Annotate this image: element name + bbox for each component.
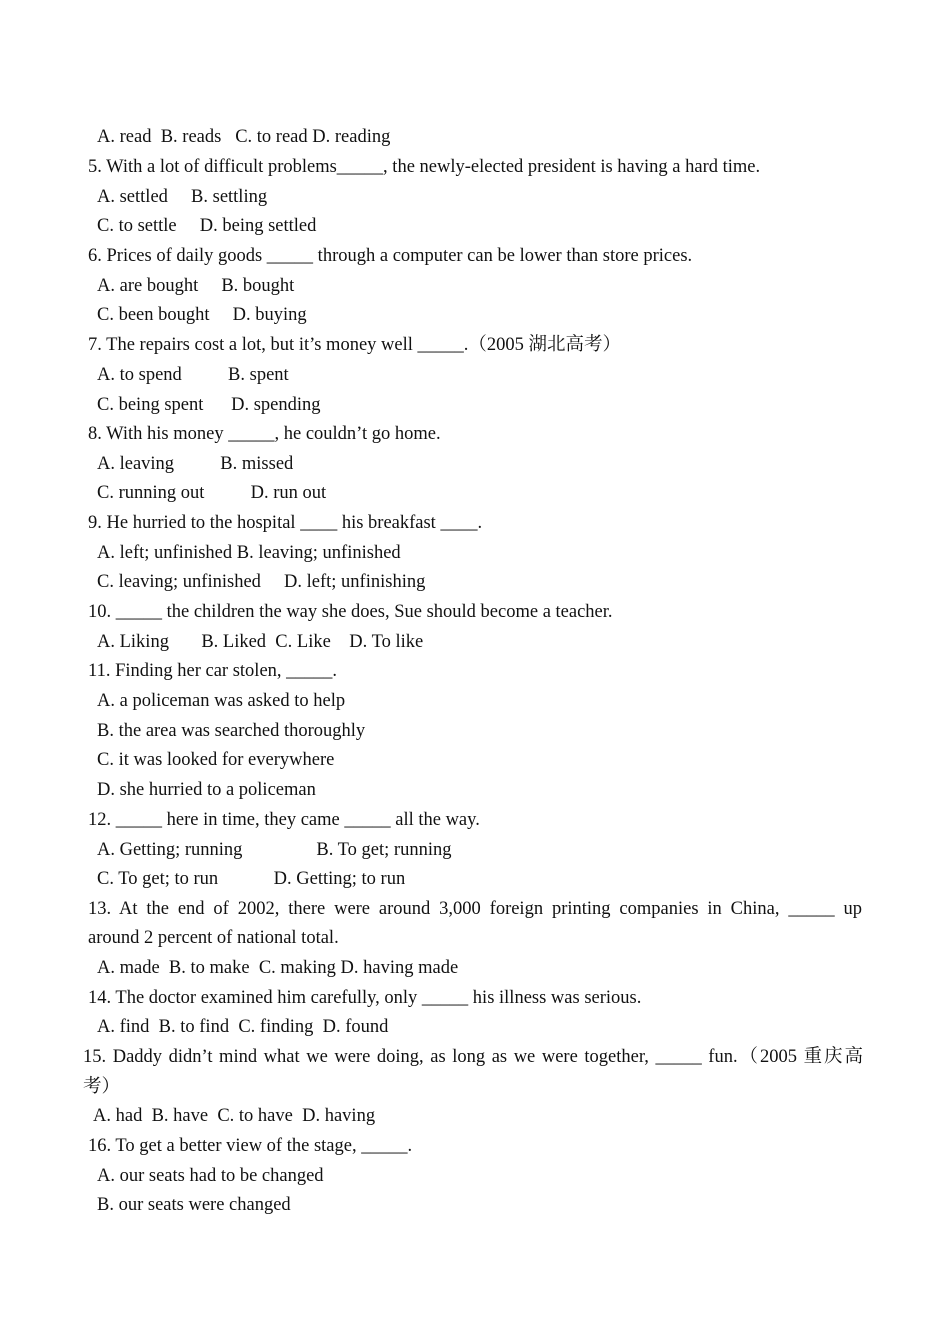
q10-stem: 10. _____ the children the way she does, Sue should become a teacher. [88, 602, 613, 622]
q16-option-b: B. our seats were changed [97, 1195, 291, 1215]
q12-options-cd: C. To get; to run D. Getting; to run [97, 869, 406, 889]
q11-option-c: C. it was looked for everywhere [97, 750, 335, 770]
q6-stem: 6. Prices of daily goods _____ through a computer can be lower than store prices. [88, 246, 693, 266]
q13-options: A. made B. to make C. making D. having made [97, 958, 459, 978]
q5-options-ab: A. settled B. settling [97, 187, 268, 207]
q13-stem-line1: 13. At the end of 2002, there were around 3,000 foreign printing companies in China, _____ up [88, 899, 862, 919]
q14-options: A. find B. to find C. finding D. found [97, 1017, 389, 1037]
q9-options-cd: C. leaving; unfinished D. left; unfinishing [97, 572, 426, 592]
q11-option-b: B. the area was searched thoroughly [97, 721, 366, 741]
q16-option-a: A. our seats had to be changed [97, 1166, 324, 1186]
q8-options-ab: A. leaving B. missed [97, 454, 294, 474]
q13-stem-line2: around 2 percent of national total. [88, 928, 339, 948]
q9-options-ab: A. left; unfinished B. leaving; unfinished [97, 543, 401, 563]
q7-stem: 7. The repairs cost a lot, but it’s money well _____.（2005 湖北高考） [88, 335, 622, 355]
q12-stem: 12. _____ here in time, they came _____ all the way. [88, 810, 480, 830]
q5-options-cd: C. to settle D. being settled [97, 216, 317, 236]
q9-stem: 9. He hurried to the hospital ____ his breakfast ____. [88, 513, 483, 533]
q4-options: A. read B. reads C. to read D. reading [97, 127, 391, 147]
q11-stem: 11. Finding her car stolen, _____. [88, 661, 338, 681]
q15-stem-line2: 考） [83, 1077, 121, 1097]
q12-options-ab: A. Getting; running B. To get; running [97, 840, 452, 860]
q8-stem: 8. With his money _____, he couldn’t go home. [88, 424, 441, 444]
q7-options-cd: C. being spent D. spending [97, 395, 321, 415]
q11-option-d: D. she hurried to a policeman [97, 780, 316, 800]
q15-stem-line1: 15. Daddy didn’t mind what we were doing, as long as we were together, _____ fun.（2005 重庆高 [83, 1047, 863, 1067]
q10-options: A. Liking B. Liked C. Like D. To like [97, 632, 424, 652]
q6-options-cd: C. been bought D. buying [97, 305, 307, 325]
q8-options-cd: C. running out D. run out [97, 483, 327, 503]
q7-options-ab: A. to spend B. spent [97, 365, 289, 385]
q6-options-ab: A. are bought B. bought [97, 276, 295, 296]
q11-option-a: A. a policeman was asked to help [97, 691, 346, 711]
q14-stem: 14. The doctor examined him carefully, only _____ his illness was serious. [88, 988, 642, 1008]
q15-options: A. had B. have C. to have D. having [93, 1106, 376, 1126]
q16-stem: 16. To get a better view of the stage, _____. [88, 1136, 413, 1156]
q5-stem: 5. With a lot of difficult problems_____, the newly-elected president is having a hard time. [88, 157, 761, 177]
